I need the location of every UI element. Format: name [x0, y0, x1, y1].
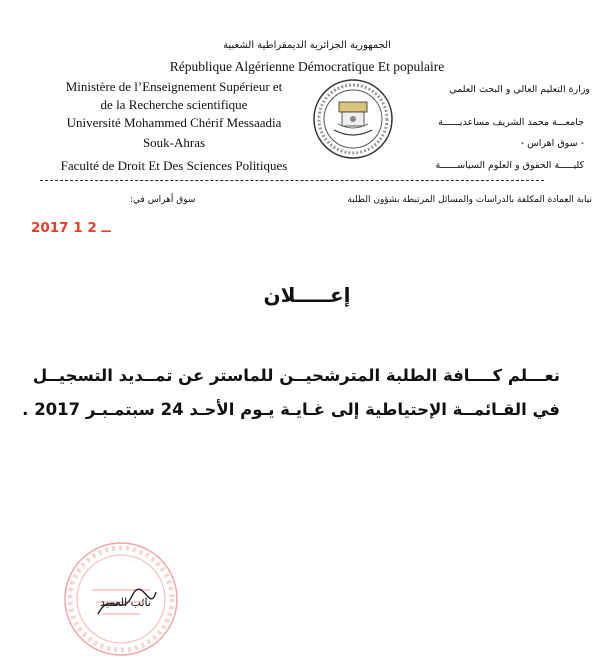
header-separator [40, 180, 544, 181]
announcement-line-2: في القـائمــة الإحتياطية إلى غـايـة يـوم الأحـد 24 سبتمـبـر 2017 . [22, 400, 560, 419]
city-arabic: - سوق اهراس - [520, 138, 584, 149]
city-french: Souk-Ahras [142, 135, 206, 150]
deanery-arabic: نيابة العمادة المكلفة بالدراسات والمسائل المرتبطة بشؤون الطلبة [347, 195, 592, 205]
ministry-arabic: وزارة التعليم العالي و البحث العلمي [449, 84, 590, 95]
ministry-french-line1: Ministère de l’Enseignement Supérieur et [65, 79, 283, 94]
republic-arabic: الجمهورية الجزائرية الديمقراطية الشعبية [223, 40, 391, 51]
faculty-french: Faculté de Droit Et Des Sciences Politiques [60, 158, 288, 173]
announcement-line-1: نعـــلم كــــافة الطلبة المترشحيــن للماستر عن تمــديد التسجيــل [32, 366, 560, 385]
ministry-french-line2: de la Recherche scientifique [100, 97, 248, 112]
announcement-title: إعـــــلان [263, 283, 351, 307]
signature-title: نائب العميد [100, 596, 151, 609]
republic-french: République Algérienne Démocratique Et populaire [169, 59, 445, 74]
handwritten-signature [92, 584, 162, 624]
university-french: Université Mohammed Chérif Messaadia [66, 115, 282, 130]
faculty-arabic: كليـــــة الحقوق و العلوم السياســــــة [435, 160, 584, 171]
place-date-label: سوق أهراس في: [130, 195, 196, 205]
date-stamp: 2017 ــ 2 1 [31, 220, 111, 236]
university-arabic: جامعـــة محمد الشريف مساعديــــــة [438, 117, 584, 128]
